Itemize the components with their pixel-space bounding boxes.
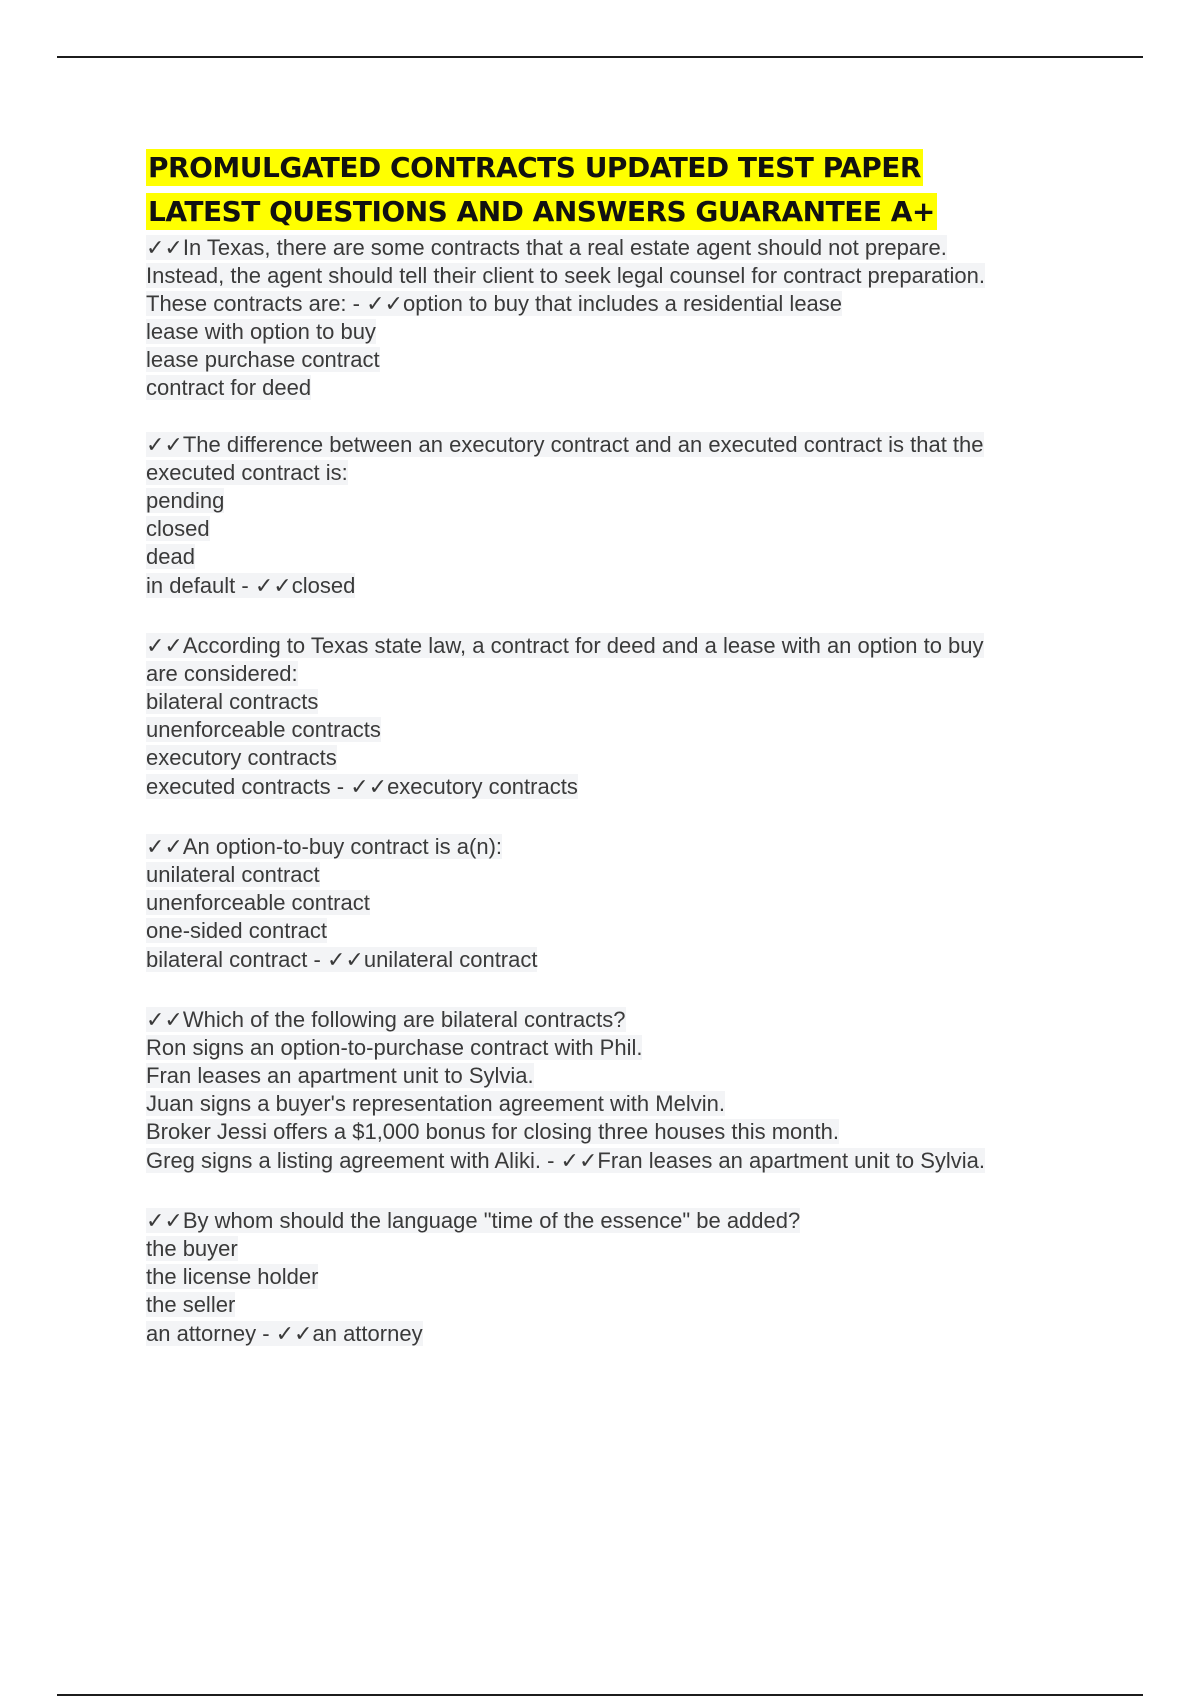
option-line: the license holder: [146, 1264, 319, 1289]
option-line: Broker Jessi offers a $1,000 bonus for closing three houses this month.: [146, 1119, 839, 1144]
question-block-4: [146, 833, 1086, 977]
answer-line: bilateral contract - ✓✓unilateral contract: [146, 947, 538, 972]
question-text: ✓✓An option-to-buy contract is a(n):: [146, 834, 503, 859]
title-line-1: PROMULGATED CONTRACTS UPDATED TEST PAPER: [148, 151, 921, 184]
option-line: Ron signs an option-to-purchase contract with Phil.: [146, 1035, 643, 1060]
option-line: bilateral contracts: [146, 689, 319, 714]
question-block-5: [146, 1006, 1086, 1178]
bottom-rule: [57, 1694, 1143, 1696]
option-line: pending: [146, 488, 225, 513]
top-rule: [57, 56, 1143, 58]
title-line-2: LATEST QUESTIONS AND ANSWERS GUARANTEE A+: [148, 195, 935, 228]
document-body: [146, 146, 1086, 1351]
question-text: Instead, the agent should tell their client to seek legal counsel for contract preparation.: [146, 263, 985, 288]
question-text: ✓✓Which of the following are bilateral contracts?: [146, 1007, 626, 1032]
option-line: closed: [146, 516, 210, 541]
question-block-2: [146, 431, 1086, 603]
question-block-3: [146, 632, 1086, 804]
option-line: executory contracts: [146, 745, 337, 770]
option-line: the buyer: [146, 1236, 238, 1261]
option-line: the seller: [146, 1292, 236, 1317]
document-title: [146, 146, 1086, 234]
question-text: ✓✓By whom should the language "time of the essence" be added?: [146, 1208, 801, 1233]
option-line: Fran leases an apartment unit to Sylvia.: [146, 1063, 534, 1088]
question-block-1: [146, 234, 1086, 402]
option-line: unenforceable contracts: [146, 717, 381, 742]
question-text: ✓✓In Texas, there are some contracts that a real estate agent should not prepare.: [146, 235, 947, 260]
answer-line: lease with option to buy: [146, 319, 376, 344]
question-text: are considered:: [146, 661, 298, 686]
answer-line: executed contracts - ✓✓executory contracts: [146, 774, 578, 799]
question-text: ✓✓According to Texas state law, a contract for deed and a lease with an option to buy: [146, 633, 984, 658]
answer-line: contract for deed: [146, 375, 312, 400]
question-text: executed contract is:: [146, 460, 348, 485]
answer-line: Greg signs a listing agreement with Aliki. - ✓✓Fran leases an apartment unit to Sylvia.: [146, 1148, 986, 1173]
option-line: dead: [146, 544, 195, 569]
question-text: ✓✓The difference between an executory contract and an executed contract is that the: [146, 432, 984, 457]
answer-line: These contracts are: - ✓✓option to buy that includes a residential lease: [146, 291, 843, 316]
option-line: Juan signs a buyer's representation agreement with Melvin.: [146, 1091, 725, 1116]
answer-line: lease purchase contract: [146, 347, 380, 372]
option-line: unilateral contract: [146, 862, 320, 887]
option-line: one-sided contract: [146, 918, 327, 943]
question-block-6: [146, 1207, 1086, 1351]
option-line: unenforceable contract: [146, 890, 370, 915]
answer-line: in default - ✓✓closed: [146, 573, 356, 598]
answer-line: an attorney - ✓✓an attorney: [146, 1321, 423, 1346]
